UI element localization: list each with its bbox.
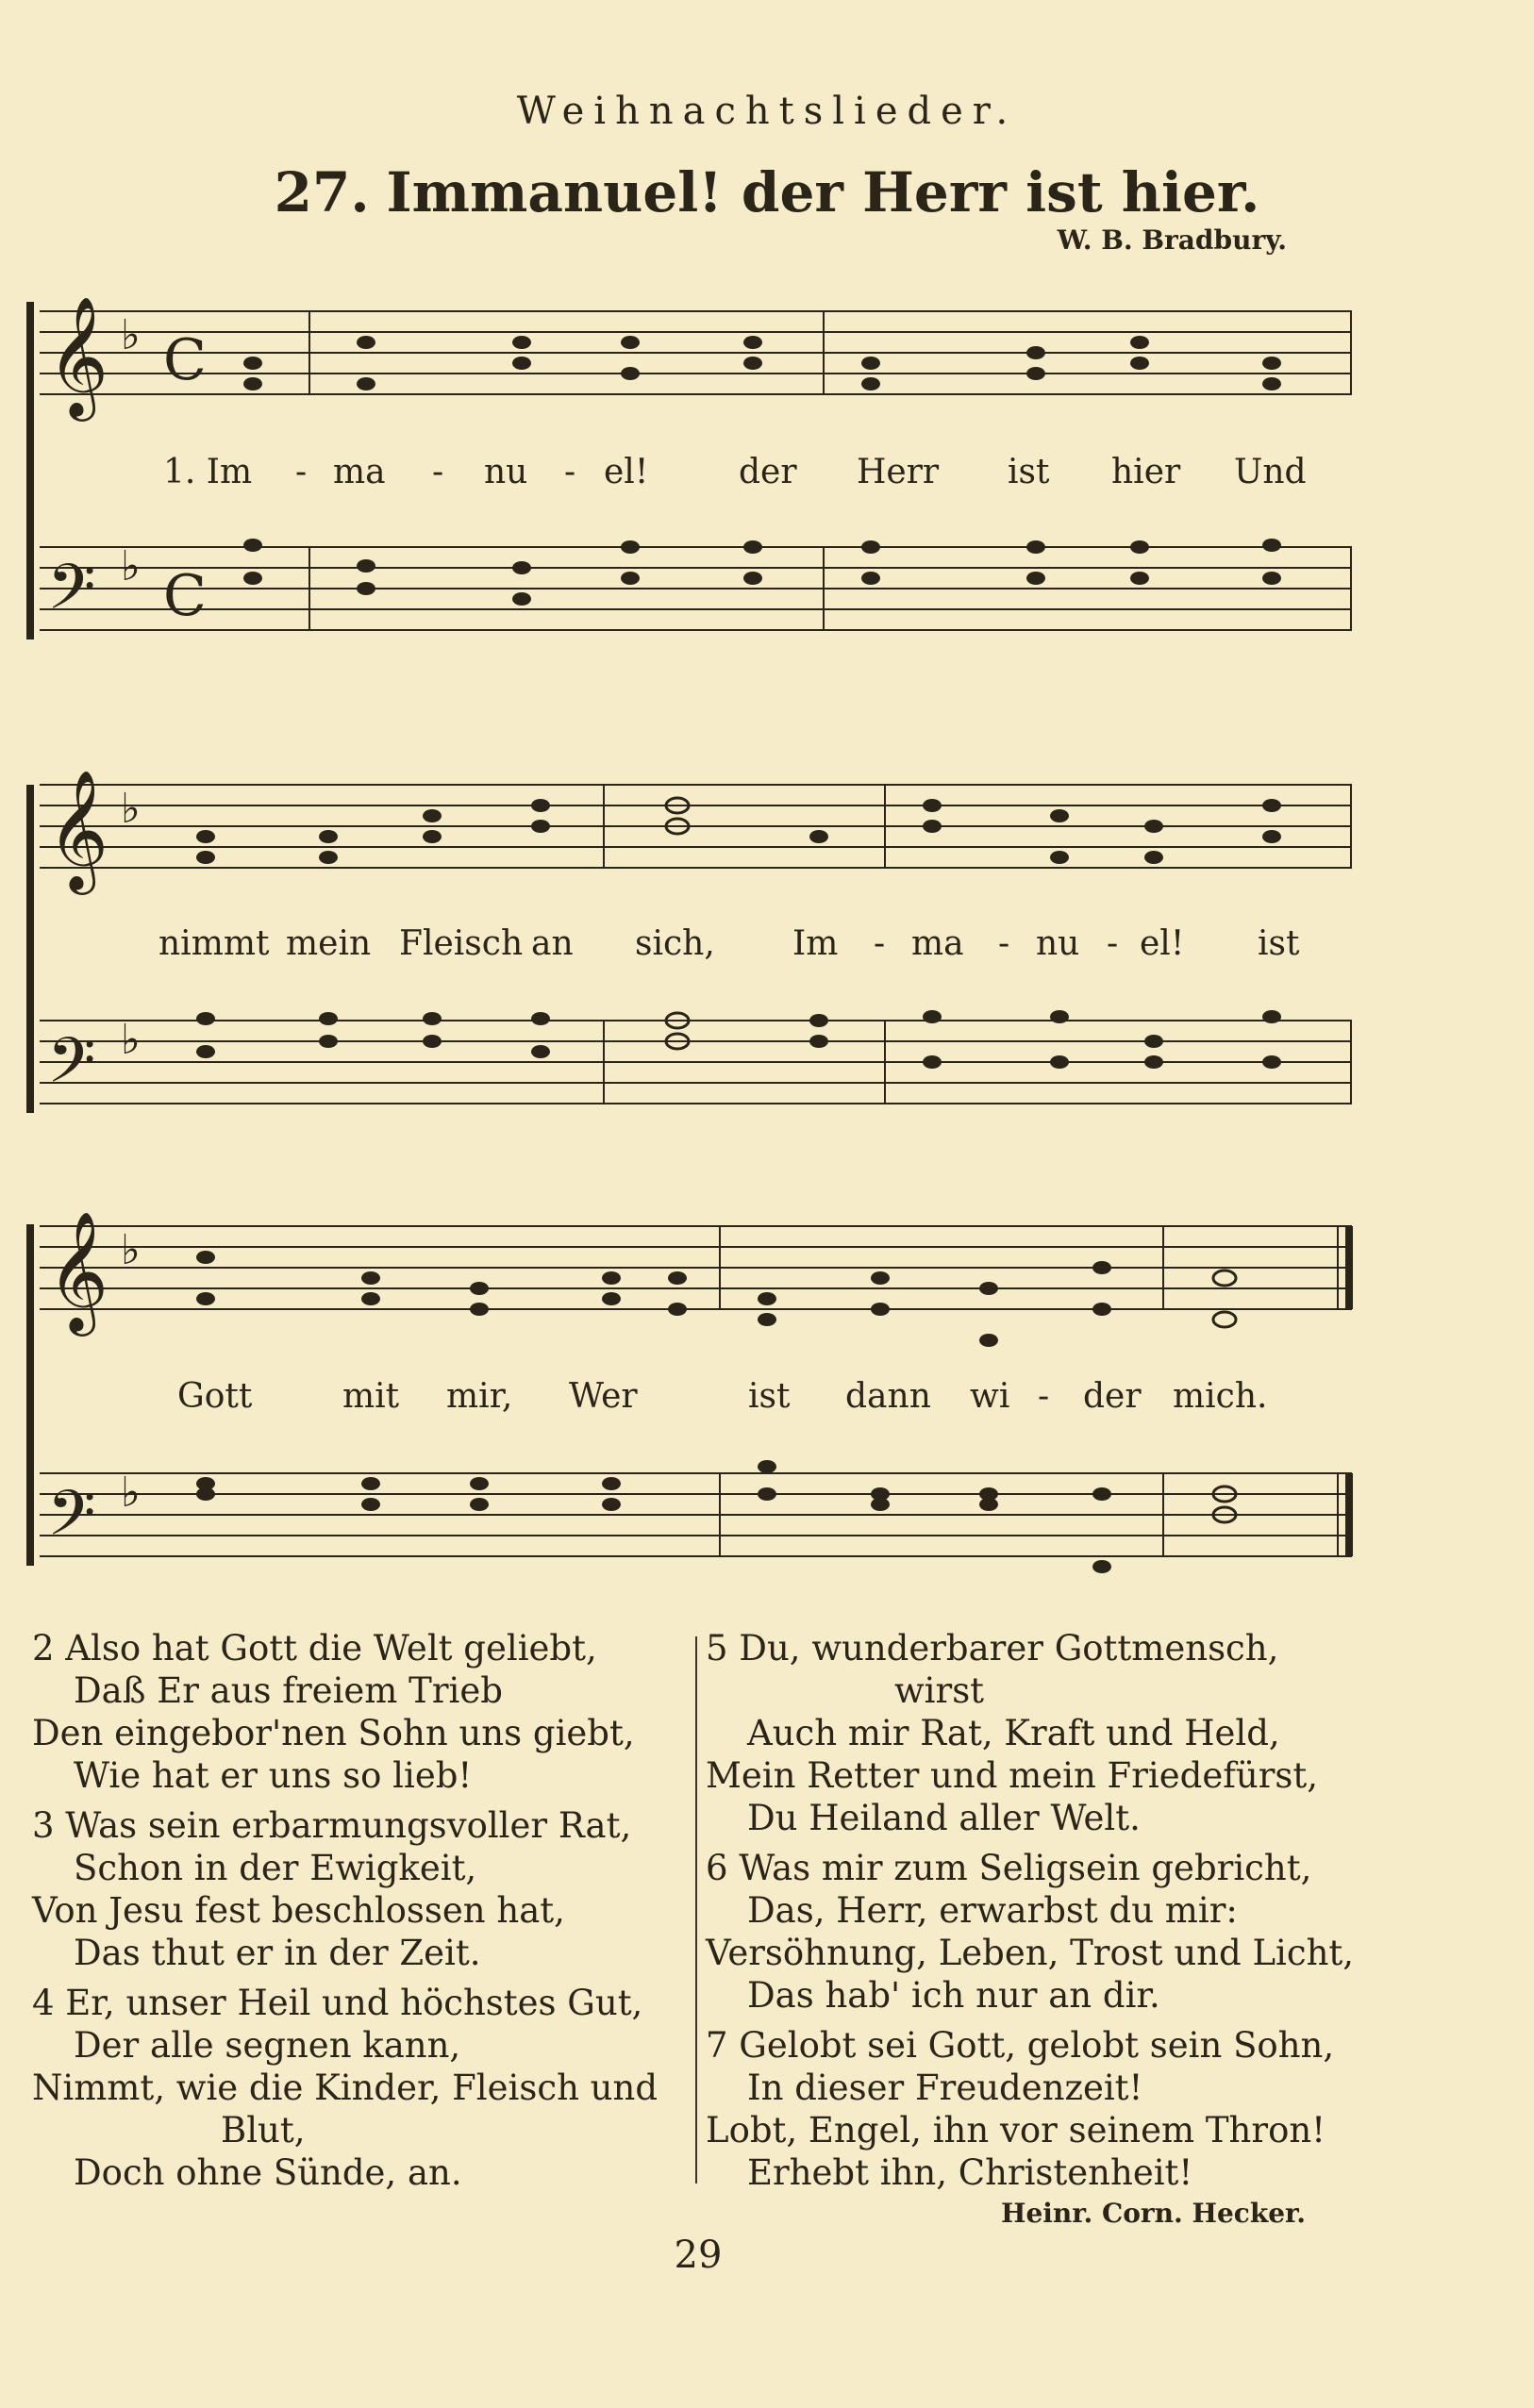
syllable: mich.	[1173, 1377, 1268, 1416]
verse-line: 5 Du, wunderbarer Gottmensch,	[706, 1628, 1279, 1669]
verse-5	[706, 1627, 1366, 1839]
svg-text:𝄢: 𝄢	[47, 1024, 96, 1112]
verse-line: In dieser Freudenzeit!	[747, 2068, 1143, 2108]
svg-text:♭: ♭	[121, 1226, 141, 1274]
svg-text:♭: ♭	[121, 542, 141, 590]
syllable: 1. Im	[163, 453, 253, 491]
music-system-3	[26, 1198, 1357, 1603]
hymn-title	[0, 160, 1534, 224]
syllable: Gott	[177, 1377, 253, 1416]
verses-left-column	[32, 1627, 683, 2201]
verse-line: Versöhnung, Leben, Trost und Licht,	[706, 1933, 1355, 1973]
verse-line: Das thut er in der Zeit.	[74, 1933, 481, 1973]
svg-text:♭: ♭	[121, 1469, 141, 1517]
verse-line: Schon in der Ewigkeit,	[74, 1848, 477, 1888]
verse-4	[32, 1982, 683, 2194]
hyphen: -	[432, 453, 444, 491]
syllable: dann	[845, 1377, 931, 1416]
syllable: el!	[604, 453, 649, 491]
svg-text:C: C	[163, 563, 207, 629]
svg-text:♭: ♭	[121, 1016, 141, 1064]
lyric-line-2	[26, 924, 1357, 972]
syllable: mein	[286, 924, 372, 963]
verse-line: Den eingebor'nen Sohn uns giebt,	[32, 1713, 635, 1753]
verse-line: wirst	[894, 1670, 985, 1711]
verse-line: 7 Gelobt sei Gott, gelobt sein Sohn,	[706, 2025, 1335, 2066]
syllable: nu	[484, 453, 528, 491]
verse-3	[32, 1804, 683, 1974]
verse-line: Der alle segnen kann,	[74, 2025, 461, 2066]
syllable: an	[531, 924, 574, 963]
verse-line: Das, Herr, erwarbst du mir:	[747, 1890, 1238, 1931]
syllable: ist	[1008, 453, 1050, 491]
verse-line: Doch ohne Sünde, an.	[74, 2152, 462, 2193]
verse-line: 4 Er, unser Heil und höchstes Gut,	[32, 1983, 643, 2023]
syllable: mir,	[446, 1377, 513, 1416]
verse-line: Das hab' ich nur an dir.	[747, 1975, 1160, 2016]
page-number: 29	[674, 2234, 723, 2277]
verse-line: Wie hat er uns so lieb!	[74, 1755, 473, 1796]
verse-line: Erhebt ihn, Christenheit!	[747, 2152, 1193, 2193]
verse-line: Lobt, Engel, ihn vor seinem Thron!	[706, 2110, 1326, 2151]
syllable: Fleisch	[399, 924, 524, 963]
hyphen: -	[998, 924, 1010, 963]
svg-text:♭: ♭	[121, 785, 141, 833]
syllable: der	[1083, 1377, 1142, 1416]
syllable: Im	[792, 924, 839, 963]
verse-line: 3 Was sein erbarmungsvoller Rat,	[32, 1805, 632, 1846]
syllable: ma	[911, 924, 964, 963]
syllable: ma	[333, 453, 386, 491]
svg-text:𝄢: 𝄢	[47, 1477, 96, 1565]
svg-text:𝄞: 𝄞	[47, 295, 109, 416]
hyphen: -	[1107, 924, 1119, 963]
verse-line: Mein Retter und mein Friedefürst,	[706, 1755, 1319, 1796]
verse-7	[706, 2024, 1366, 2194]
svg-text:𝄞: 𝄞	[47, 769, 109, 889]
syllable: Und	[1234, 453, 1307, 491]
verse-line: 6 Was mir zum Seligsein gebricht,	[706, 1848, 1312, 1888]
verse-line: Blut,	[221, 2110, 306, 2151]
verse-line: Von Jesu fest beschlossen hat,	[32, 1890, 565, 1931]
syllable: ist	[748, 1377, 791, 1416]
syllable: wi	[970, 1377, 1010, 1416]
hymn-title-text: Immanuel! der Herr ist hier.	[386, 160, 1260, 224]
verses-right-column	[706, 1627, 1366, 2201]
svg-text:𝄢: 𝄢	[47, 551, 96, 639]
svg-text:♭: ♭	[121, 311, 141, 359]
syllable: Herr	[857, 453, 940, 491]
section-header: Weihnachtslieder.	[516, 90, 1018, 133]
syllable: nu	[1036, 924, 1080, 963]
verse-line: Auch mir Rat, Kraft und Held,	[747, 1713, 1280, 1753]
syllable: hier	[1111, 453, 1181, 491]
verse-line: Daß Er aus freiem Trieb	[74, 1670, 503, 1711]
syllable: mit	[342, 1377, 400, 1416]
verse-6	[706, 1847, 1366, 2017]
syllable: ist	[1258, 924, 1300, 963]
lyric-line-1	[26, 453, 1357, 500]
syllable: sich,	[635, 924, 715, 963]
hyphen: -	[564, 453, 576, 491]
verse-line: 2 Also hat Gott die Welt geliebt,	[32, 1628, 597, 1669]
verse-2	[32, 1627, 683, 1797]
syllable: nimmt	[158, 924, 270, 963]
hyphen: -	[1038, 1377, 1050, 1416]
music-system-2	[26, 736, 1357, 1141]
column-divider	[695, 1636, 697, 2184]
hyphen: -	[874, 924, 886, 963]
hyphen: -	[295, 453, 308, 491]
composer: W. B. Bradbury.	[1057, 224, 1287, 256]
syllable: Wer	[569, 1377, 638, 1416]
hymn-number: 27.	[274, 160, 370, 224]
verse-line: Nimmt, wie die Kinder, Fleisch und	[32, 2068, 659, 2108]
syllable: der	[739, 453, 797, 491]
lyric-line-3	[26, 1377, 1357, 1424]
verse-line: Du Heiland aller Welt.	[747, 1798, 1141, 1838]
text-author: Heinr. Corn. Hecker.	[1001, 2198, 1306, 2229]
music-system-1	[26, 264, 1357, 660]
svg-text:C: C	[163, 327, 207, 393]
syllable: el!	[1140, 924, 1185, 963]
svg-text:𝄞: 𝄞	[47, 1210, 109, 1331]
